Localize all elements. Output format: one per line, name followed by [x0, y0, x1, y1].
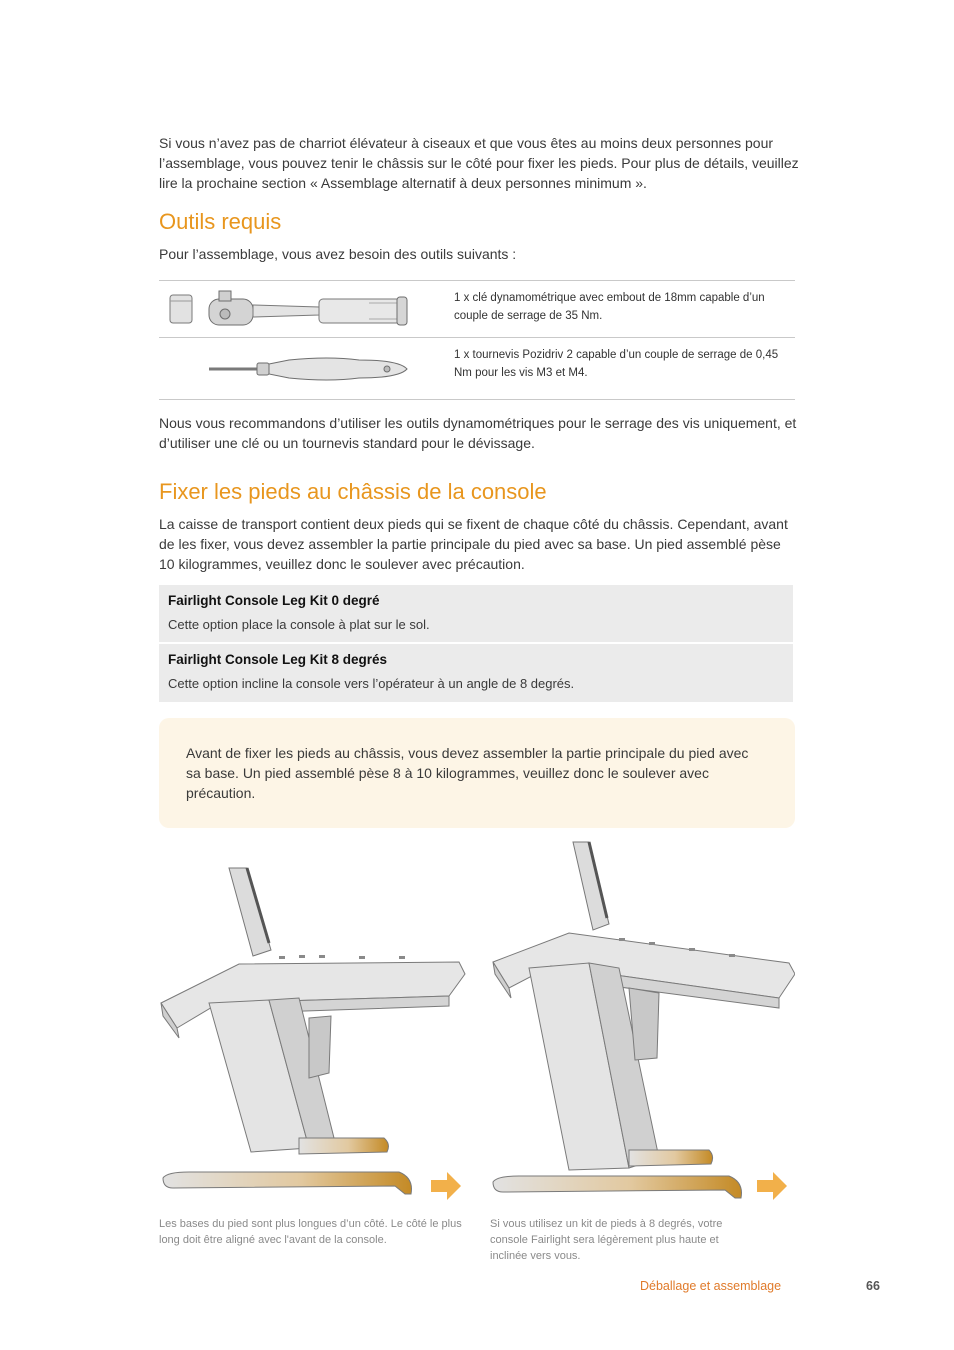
console-0-degree-illustration [159, 838, 469, 1203]
tool-row [159, 338, 795, 400]
tool-row [159, 281, 795, 338]
tool-description: 1 x tournevis Pozidriv 2 capable d’un couple de serrage de 0,45 Nm pour les vis M3 et M4. [454, 349, 779, 379]
caption-right: Si vous utilisez un kit de pieds à 8 degrés, votre console Fairlight sera légèrement plus haute et inclinée vers vous. [490, 1218, 723, 1262]
note-text: Avant de fixer les pieds au châssis, vous devez assembler la partie principale du pied avec sa base. Un pied assemblé pèse 8 à 10 kilogrammes, veuillez donc le soulever avec précaution. [186, 745, 749, 801]
tools-lead: Pour l’assemblage, vous avez besoin des outils suivants : [159, 246, 517, 262]
footer-section-label: Déballage et assemblage [640, 1279, 782, 1293]
page-number: 66 [866, 1279, 880, 1293]
legs-paragraph: La caisse de transport contient deux pieds qui se fixent de chaque côté du châssis. Cependant, avant de les fixer, vous devez assembler la partie principale du pied avec sa base. Un pied assemblé pèse 10 kilogrammes, veuillez donc le soulever avec précaution. [159, 516, 788, 572]
option-title: Fairlight Console Leg Kit 0 degré [168, 593, 380, 608]
tool-description: 1 x clé dynamométrique avec embout de 18mm capable d’un couple de serrage de 35 Nm. [454, 292, 765, 322]
tools-table [159, 280, 795, 400]
screwdriver-icon [159, 338, 449, 399]
intro-paragraph: Si vous n’avez pas de charriot élévateur à ciseaux et que vous êtes au moins deux personnes pour l’assemblage, vous pouvez tenir le châssis sur le côté pour fixer les pieds. Pour plus de détails, veuillez lire la prochaine section « Assemblage alternatif à deux personnes minimum ». [159, 135, 799, 191]
option-title: Fairlight Console Leg Kit 8 degrés [168, 652, 388, 667]
note-box [159, 718, 795, 828]
option-description: Cette option place la console à plat sur le sol. [168, 617, 430, 632]
tools-note: Nous vous recommandons d’utiliser les outils dynamométriques pour le serrage des vis uniquement, et d’utiliser une clé ou un tournevis standard pour le dévissage. [159, 415, 797, 451]
option-description: Cette option incline la console vers l’opérateur à un angle de 8 degrés. [168, 676, 575, 691]
section-title-tools: Outils requis [159, 209, 282, 234]
caption-left: Les bases du pied sont plus longues d’un côté. Le côté le plus long doit être aligné avec l'avant de la console. [159, 1218, 462, 1246]
console-8-degree-illustration [489, 838, 795, 1203]
section-title-legs: Fixer les pieds au châssis de la console [159, 479, 547, 504]
option-row-8deg [159, 644, 793, 702]
option-row-0deg [159, 585, 793, 642]
torque-wrench-icon [159, 281, 449, 337]
